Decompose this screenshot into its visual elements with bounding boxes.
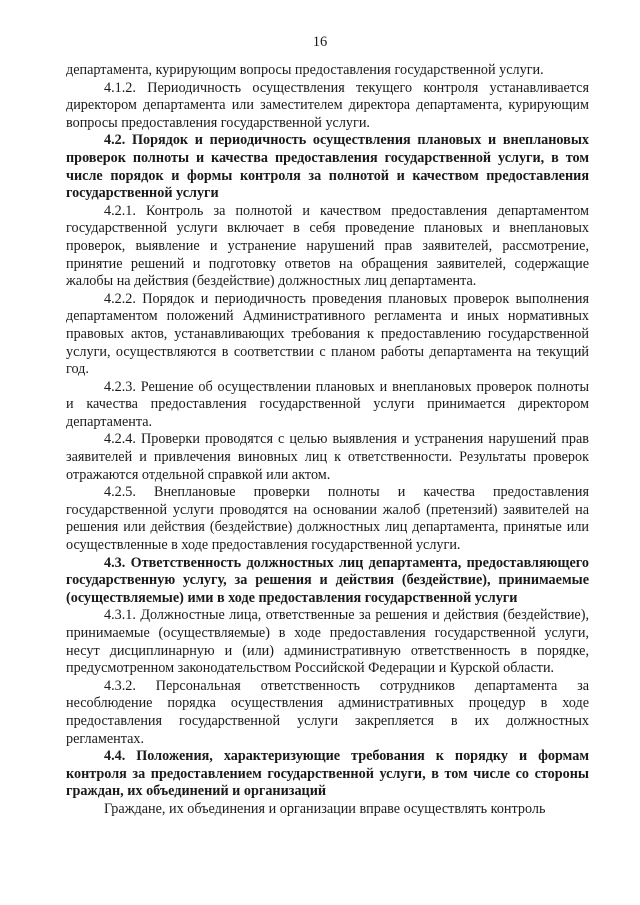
paragraph-4-3-2: 4.3.2. Персональная ответственность сотрудников департамента за несоблюдение порядка осуществления административных процедур в ходе предоставления государственной услуги закрепляется в их должностных регламентах. (66, 677, 589, 747)
paragraph-4-3-1: 4.3.1. Должностные лица, ответственные за решения и действия (бездействие), принимаемые (осуществляемые) в ходе предоставления государственной услуги, несут дисциплинарную и (или) административную ответственность в порядке, предусмотренном законодательством Российской Федерации и Курской области. (66, 607, 589, 677)
page-number: 16 (312, 34, 328, 50)
section-heading-4-2: 4.2. Порядок и периодичность осуществления плановых и внеплановых проверок полноты и качества предоставления государственной услуги, в том числе порядок и формы контроля за полнотой и качеством предоставления государственной услуги (66, 132, 589, 202)
paragraph-4-2-1: 4.2.1. Контроль за полнотой и качеством предоставления департаментом государственной услуги включает в себя проведение плановых и внеплановых проверок, выявление и устранение нарушений прав заявителей, рассмотрение, принятие решений и подготовку ответов на обращения заявителей, содержащие жалобы на действия (бездействие) должностных лиц департамента. (66, 202, 589, 290)
paragraph-4-2-4: 4.2.4. Проверки проводятся с целью выявления и устранения нарушений прав заявителей и привлечения виновных лиц к ответственности. Результаты проверок отражаются отдельной справкой или актом. (66, 431, 589, 483)
paragraph-4-2-3: 4.2.3. Решение об осуществлении плановых и внеплановых проверок полноты и качества предоставления государственной услуги принимается директором департамента. (66, 378, 589, 430)
paragraph-4-1-2: 4.1.2. Периодичность осуществления текущего контроля устанавливается директором департамента или заместителем директора департамента, курирующим вопросы предоставления государственной услуги. (66, 79, 589, 131)
section-heading-4-4: 4.4. Положения, характеризующие требования к порядку и формам контроля за предоставлением государственной услуги, в том числе со стороны граждан, их объединений и организаций (66, 748, 589, 800)
paragraph-4-4-intro: Граждане, их объединения и организации вправе осуществлять контроль (104, 800, 546, 817)
paragraph-4-2-2: 4.2.2. Порядок и периодичность проведения плановых проверок выполнения департаментом положений Административного регламента и иных нормативных правовых актов, устанавливающих требования к предоставлению государственной услуги, осуществляются в соответствии с планом работы департамента на текущий год. (66, 290, 589, 378)
paragraph-continuation: департамента, курирующим вопросы предоставления государственной услуги. (66, 62, 544, 78)
document-body (66, 62, 589, 819)
paragraph-4-2-5: 4.2.5. Внеплановые проверки полноты и качества предоставления государственной услуги проводятся на основании жалоб (претензий) заявителей на решения или действия (бездействие) должностных лиц департамента, принятые или осуществленные в ходе предоставления государственной услуги. (66, 484, 589, 554)
section-heading-4-3: 4.3. Ответственность должностных лиц департамента, предоставляющего государственную услугу, за решения и действия (бездействие), принимаемые (осуществляемые) ими в ходе предоставления государственной услуги (66, 554, 589, 606)
